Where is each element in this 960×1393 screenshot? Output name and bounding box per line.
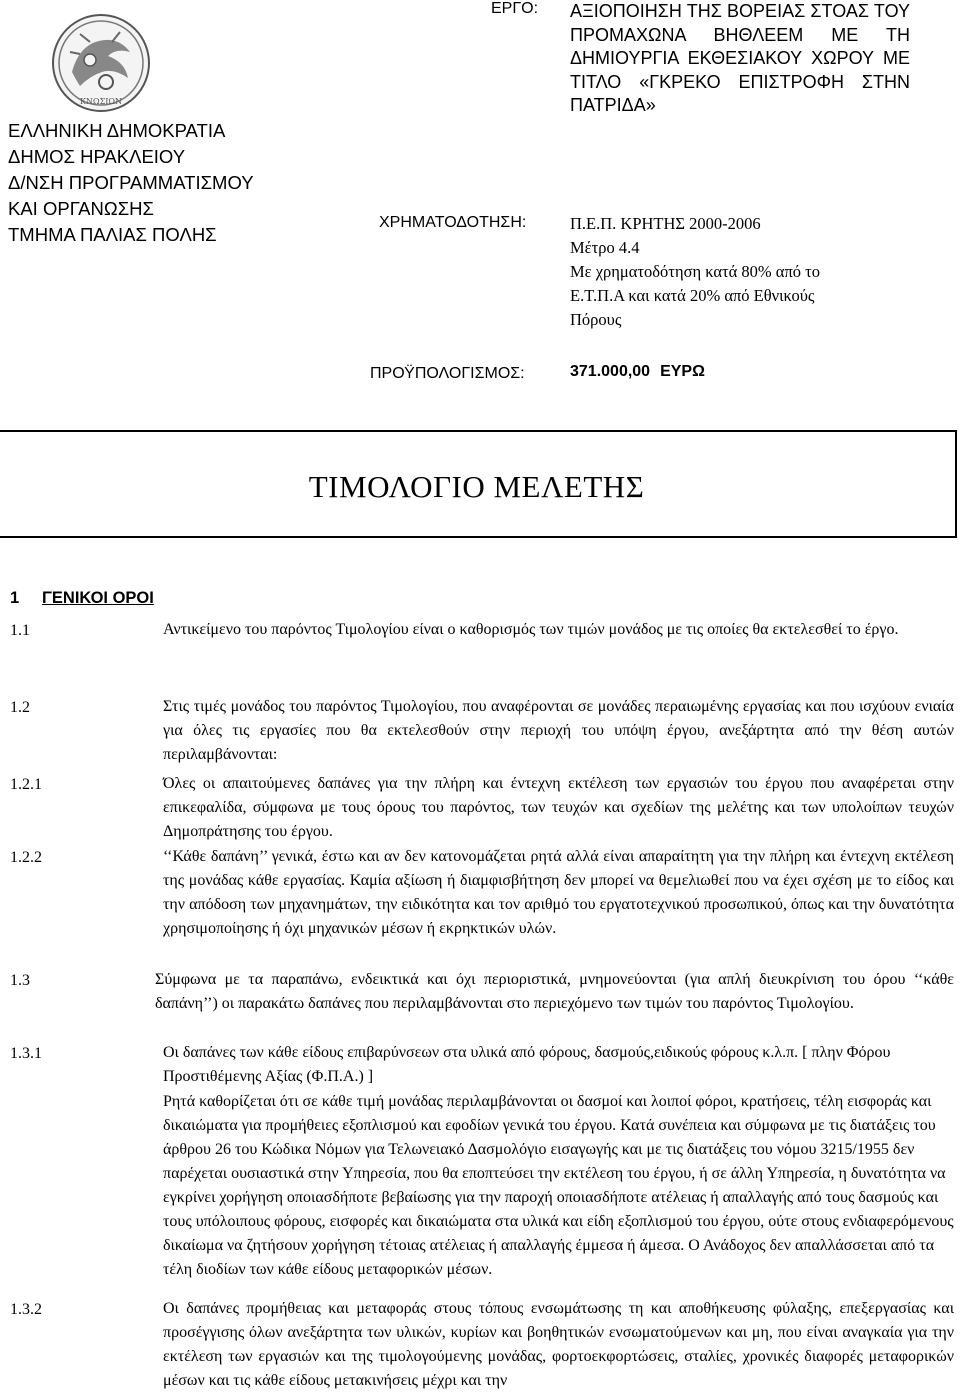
budget-amount	[570, 363, 705, 381]
svg-text:ΚΝΩΣΙΩΝ: ΚΝΩΣΙΩΝ	[79, 97, 123, 106]
clause-text: Όλες οι απαιτούμενες δαπάνες για την πλήρη και έντεχνη εκτέλεση των εργασιών του έργου που αναφέρεται στην επικεφαλίδα, σύμφωνα με τους όρους του παρόντος, των τευχών και σχεδίων της μελέτης και των υπολοίπων τευχών Δημοπράτησης του έργου.	[163, 775, 954, 840]
clause-text: Αντικείμενο του παρόντος Τιμολογίου είναι ο καθορισμός των τιμών μονάδος με τις οποίες θα εκτελεσθεί το έργο.	[163, 621, 899, 638]
section-number: 1	[10, 589, 20, 607]
section-title: ΓΕΝΙΚΟΙ ΟΡΟΙ	[42, 589, 154, 607]
clause-text: Στις τιμές μονάδος του παρόντος Τιμολογίου, που αναφέρονται σε μονάδες περαιωμένης εργασίας και που ισχύουν ενιαία για όλες τις εργασίες που θα εκτελεσθούν στην περιοχή του υπόψη έργου, ανεξάρτητα από την θέση αυτών περιλαμβάνονται:	[163, 698, 954, 763]
clause-number: 1.3.1	[10, 1045, 42, 1062]
clause-text: Σύμφωνα με τα παραπάνω, ενδεικτικά και όχι περιοριστικά, μνημονεύονται (για απλή διευκρίνιση του όρου ‘‘κάθε δαπάνη’’) οι παρακάτω δαπάνες που περιλαμβάνονται στο περιεχόμενο των τιμών του παρόντος Τιμολογίου.	[155, 971, 954, 1012]
authority-line: ΕΛΛΗΝΙΚΗ ΔΗΜΟΚΡΑΤΙΑ	[8, 120, 226, 141]
clause-number: 1.3.2	[10, 1301, 42, 1318]
clause-number: 1.2.2	[10, 849, 42, 866]
project-title: ΑΞΙΟΠΟΙΗΣΗ ΤΗΣ ΒΟΡΕΙΑΣ ΣΤΟΑΣ ΤΟΥ ΠΡΟΜΑΧΩΝΑ ΒΗΘΛΕΕΜ ΜΕ ΤΗ ΔΗΜΙΟΥΡΓΙΑ ΕΚΘΕΣΙΑΚΟΥ ΧΩΡΟΥ ΜΕ ΤΙΤΛΟ «ΓΚΡΕΚΟ ΕΠΙΣΤΡΟΦΗ ΣΤΗΝ ΠΑΤΡΙΔΑ»	[570, 1, 910, 115]
clause-text: Οι δαπάνες προμήθειας και μεταφοράς στους τόπους ενσωμάτωσης τη και αποθήκευσης φύλαξης, επεξεργασίας και προσέγγισης όλων ανεξάρτητα των υλικών, κυρίων και βοηθητικών ενσωματούμενων και μη, που είναι αναγκαία για την εκτέλεση των εργασιών και της τιμολογούμενης μονάδας, φορτοεκφορτώσεις, σταλίες, χρονικές διαφορές μεταφορικών μέσων και τις κάθε είδους μετακινήσεις μέχρι και την	[163, 1300, 954, 1389]
project-label: ΕΡΓΟ:	[491, 0, 539, 17]
clause-text: Ρητά καθορίζεται ότι σε κάθε τιμή μονάδας περιλαμβάνονται οι δασμοί και λοιποί φόροι, κρατήσεις, τέλη εισφοράς και δικαιώματα για προμήθειες εξοπλισμού και εφοδίων γενικά του έργου. Κατά συνέπεια και σύμφωνα με τις διατάξεις του άρθρου 26 του Κώδικα Νόμων για Τελωνειακό Δασμολόγιο εισαγωγής και με τις διατάξεις του νόμου 3215/1955 δεν παρέχεται ουσιαστικά στην Υπηρεσία, που θα εποπτεύσει την εκτέλεση του έργου, ή σε άλλη Υπηρεσία, η δυνατότητα να εγκρίνει χορήγηση οποιασδήποτε βεβαίωσης για την παροχή οποιασδήποτε ατέλειας ή απαλλαγής από τους δασμούς και τους υπόλοιπους φόρους, εισφορές και δικαιώματα στα υλικά και είδη εξοπλισμού του έργου, ούτε στους ενδιαφερόμενους δικαίωμα να ζητήσουν χορήγηση τέτοιας ατέλειας ή απαλλαγής έμμεσα ή άμεσα. Ο Ανάδοχος δεν απαλλάσσεται από τα τέλη διοδίων των κάθε είδους μεταφορικών μέσων.	[163, 1093, 954, 1278]
funding-line: Πόρους	[570, 310, 622, 329]
funding-line: Με χρηματοδότηση κατά 80% από το	[570, 262, 821, 281]
funding-details	[570, 212, 870, 332]
authority-line: ΔΗΜΟΣ ΗΡΑΚΛΕΙΟΥ	[8, 146, 186, 167]
funding-line: Ε.Τ.Π.Α και κατά 20% από Εθνικούς	[570, 286, 815, 305]
clause-number: 1.2	[10, 699, 30, 716]
clause-text: Οι δαπάνες των κάθε είδους επιβαρύνσεων στα υλικά από φόρους, δασμούς,ειδικούς φόρους κ.λ.π. [ πλην Φόρου Προστιθέμενης Αξίας (Φ.Π.Α.) ]	[163, 1044, 891, 1085]
funding-line: Π.Ε.Π. ΚΡΗΤΗΣ 2000-2006	[570, 214, 761, 233]
budget-label: ΠΡΟΫΠΟΛΟΓΙΣΜΟΣ:	[370, 365, 525, 382]
document-title: ΤΙΜΟΛΟΓΙΟ ΜΕΛΕΤΗΣ	[308, 469, 645, 504]
funding-label: ΧΡΗΜΑΤΟΔΟΤΗΣΗ:	[379, 214, 527, 231]
authority-block	[8, 118, 328, 248]
authority-line: ΚΑΙ ΟΡΓΑΝΩΣΗΣ	[8, 198, 154, 219]
clause-number: 1.3	[10, 972, 30, 989]
authority-line: Δ/ΝΣΗ ΠΡΟΓΡΑΜΜΑΤΙΣΜΟΥ	[8, 172, 254, 193]
budget-currency: ΕΥΡΩ	[660, 363, 705, 380]
budget-value: 371.000,00	[570, 363, 651, 380]
authority-line: ΤΜΗΜΑ ΠΑΛΙΑΣ ΠΟΛΗΣ	[8, 224, 217, 245]
document-title-box	[0, 430, 957, 538]
clause-number: 1.1	[10, 622, 30, 639]
funding-line: Μέτρο 4.4	[570, 238, 640, 257]
clause-number: 1.2.1	[10, 776, 42, 793]
municipal-seal-logo	[50, 12, 152, 114]
clause-text: ‘‘Κάθε δαπάνη’’ γενικά, έστω και αν δεν κατονομάζεται ρητά αλλά είναι απαραίτητη για την πλήρη και έντεχνη εκτέλεση της μονάδας κάθε εργασίας. Καμία αξίωση ή διαμφισβήτηση δεν μπορεί να θεμελιωθεί που να έχει σχέση με το είδος και την απόδοση των μηχανημάτων, την ειδικότητα και τον αριθμό του εργατοτεχνικού προσωπικού, όπως και την δυνατότητα χρησιμοποίησης ή όχι μηχανικών μέσων ή εκρηκτικών υλών.	[163, 848, 954, 937]
